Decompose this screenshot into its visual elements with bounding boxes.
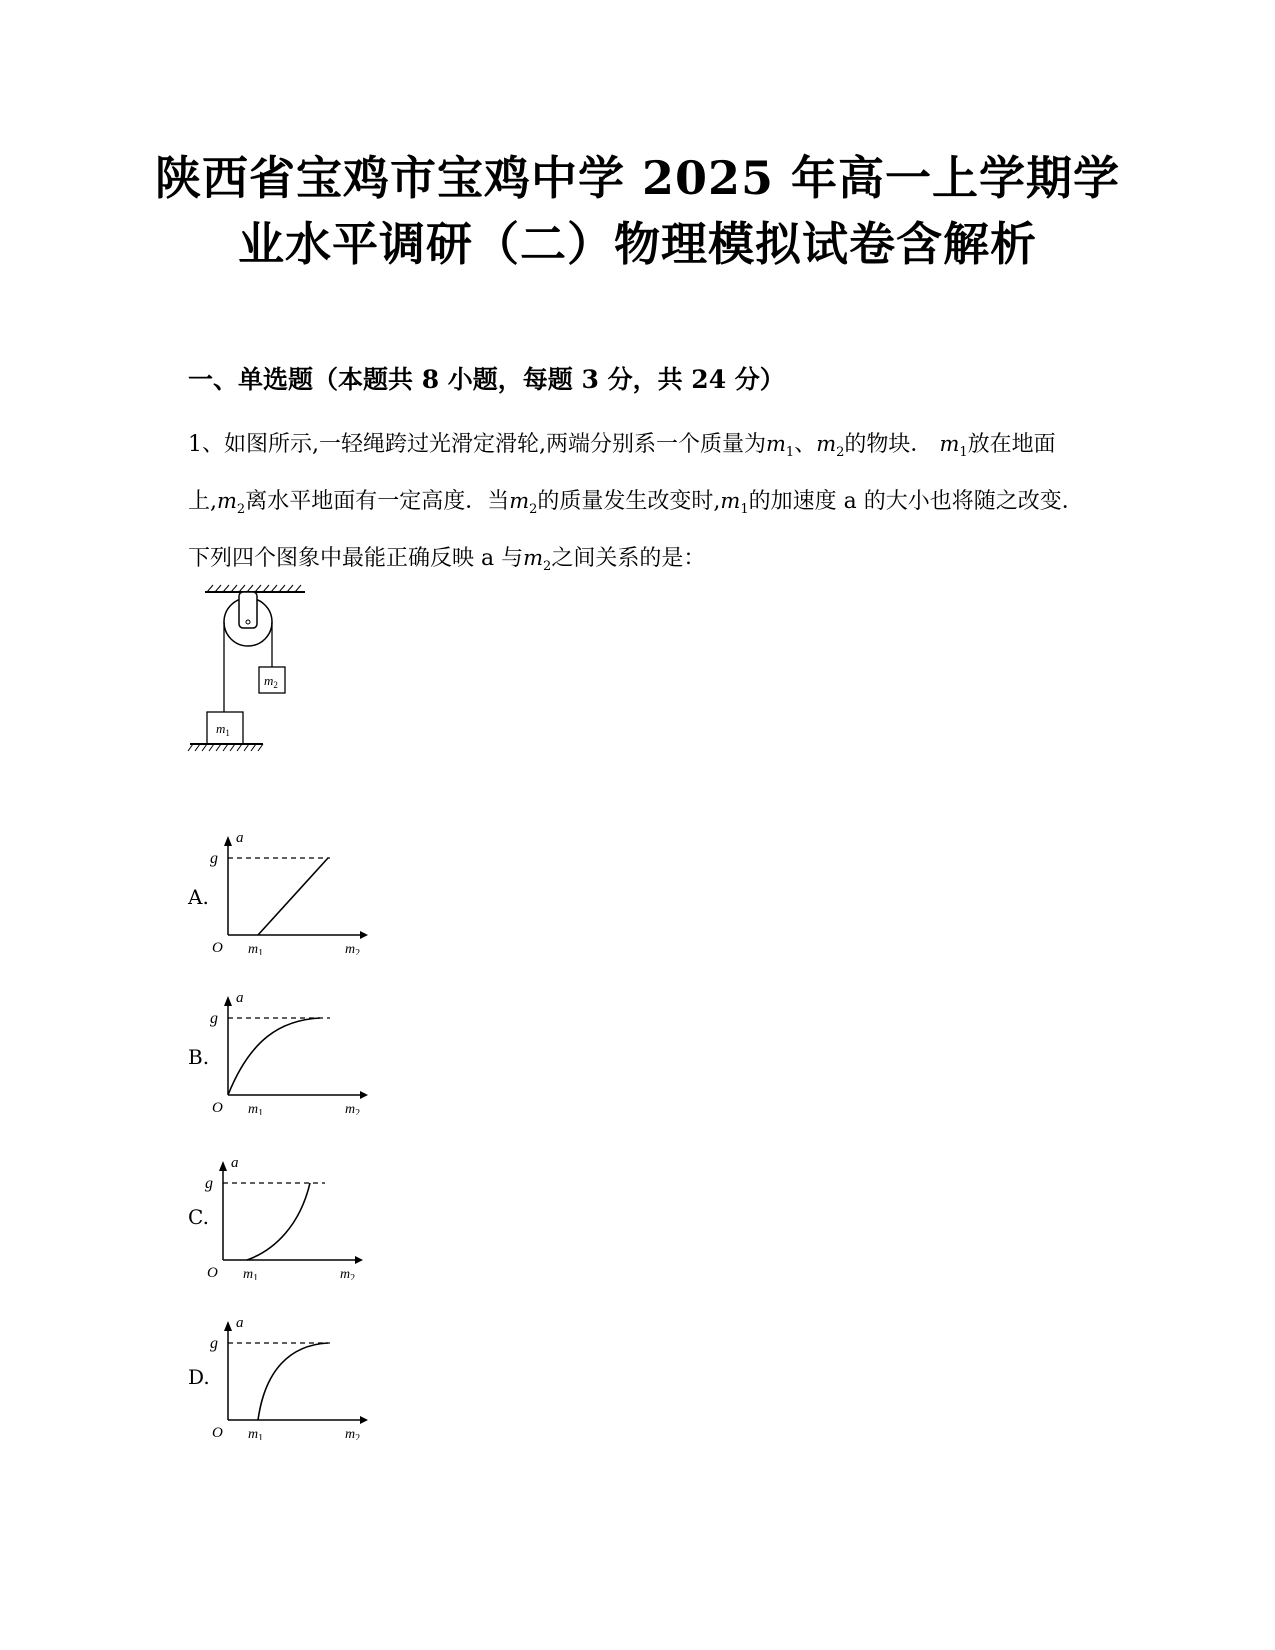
a-m2-curve (228, 1018, 320, 1095)
m1-tick-label: $m_1$ (248, 942, 264, 955)
g-label: g (210, 1010, 218, 1027)
y-axis-label: a (231, 1155, 239, 1171)
x-axis-arrow (360, 1091, 368, 1099)
m1-tick-label: $m_1$ (243, 1267, 259, 1280)
pulley-figure (185, 580, 315, 780)
question-text-3: 放在地面上, (188, 432, 1056, 515)
origin-label: O (212, 1100, 223, 1115)
origin-label: O (212, 940, 223, 955)
var-m1: $m_1$ (720, 489, 749, 518)
var-m1: $m_1$ (766, 432, 795, 461)
y-axis-label: a (236, 830, 244, 846)
question-text-5: 的质量发生改变时, (537, 489, 721, 515)
y-axis-label: a (236, 1315, 244, 1331)
x-axis-arrow (360, 1416, 368, 1424)
option-a-graph (210, 830, 390, 955)
pulley-bracket (239, 592, 257, 628)
y-axis-arrow (219, 1161, 227, 1171)
g-label: g (210, 850, 218, 867)
option-d-graph (210, 1315, 390, 1440)
option-d-label[interactable]: D. (188, 1365, 210, 1389)
block-m1-label: $m_1$ (216, 721, 230, 738)
block-m2-label: $m_2$ (264, 673, 278, 690)
option-c-graph (205, 1155, 385, 1280)
question-text-2: 的物块． (844, 432, 933, 457)
m1-tick-label: $m_1$ (248, 1102, 264, 1115)
var-m1: $m_1$ (939, 432, 968, 461)
origin-label: O (212, 1425, 223, 1440)
origin-label: O (207, 1265, 218, 1280)
question-text-4: 离水平地面有一定高度．当 (245, 489, 510, 515)
separator: 、 (794, 432, 817, 457)
a-m2-curve (247, 1183, 310, 1260)
x-axis-arrow (355, 1256, 363, 1264)
question-1 (188, 420, 1088, 592)
x-axis-label: $m_2$ (345, 1102, 361, 1115)
question-text-6: 的加速度 a 的大小也将随之改变．下列四个图象中最能正确反映 a 与 (188, 489, 1084, 572)
a-m2-curve (258, 858, 328, 935)
title-line-1: 陕西省宝鸡市宝鸡中学 2025 年高一上学期学 (154, 151, 1121, 205)
x-axis-label: $m_2$ (345, 942, 361, 955)
var-m2: $m_2$ (816, 432, 845, 461)
a-m2-curve (258, 1343, 328, 1420)
y-axis-arrow (224, 996, 232, 1006)
var-m2: $m_2$ (509, 489, 538, 518)
document-title (150, 145, 1125, 277)
option-b-graph (210, 990, 390, 1115)
y-axis-arrow (224, 1321, 232, 1331)
x-axis-arrow (360, 931, 368, 939)
x-axis-label: $m_2$ (340, 1267, 356, 1280)
x-axis-label: $m_2$ (345, 1427, 361, 1440)
option-b-label[interactable]: B. (188, 1045, 210, 1069)
var-m2: $m_2$ (523, 546, 552, 575)
question-text-1: 1、如图所示,一轻绳跨过光滑定滑轮,两端分别系一个质量为 (188, 432, 766, 457)
section-heading: 一、单选题（本题共 8 小题，每题 3 分，共 24 分） (188, 365, 785, 394)
var-m2: $m_2$ (217, 489, 246, 518)
g-label: g (205, 1175, 213, 1192)
option-c-label[interactable]: C. (188, 1205, 209, 1229)
title-line-2: 业水平调研（二）物理模拟试卷含解析 (238, 217, 1037, 271)
g-label: g (210, 1335, 218, 1352)
m1-tick-label: $m_1$ (248, 1427, 264, 1440)
question-text-7: 之间关系的是： (551, 546, 706, 572)
option-a-label[interactable]: A. (188, 885, 209, 909)
y-axis-arrow (224, 836, 232, 846)
y-axis-label: a (236, 990, 244, 1006)
